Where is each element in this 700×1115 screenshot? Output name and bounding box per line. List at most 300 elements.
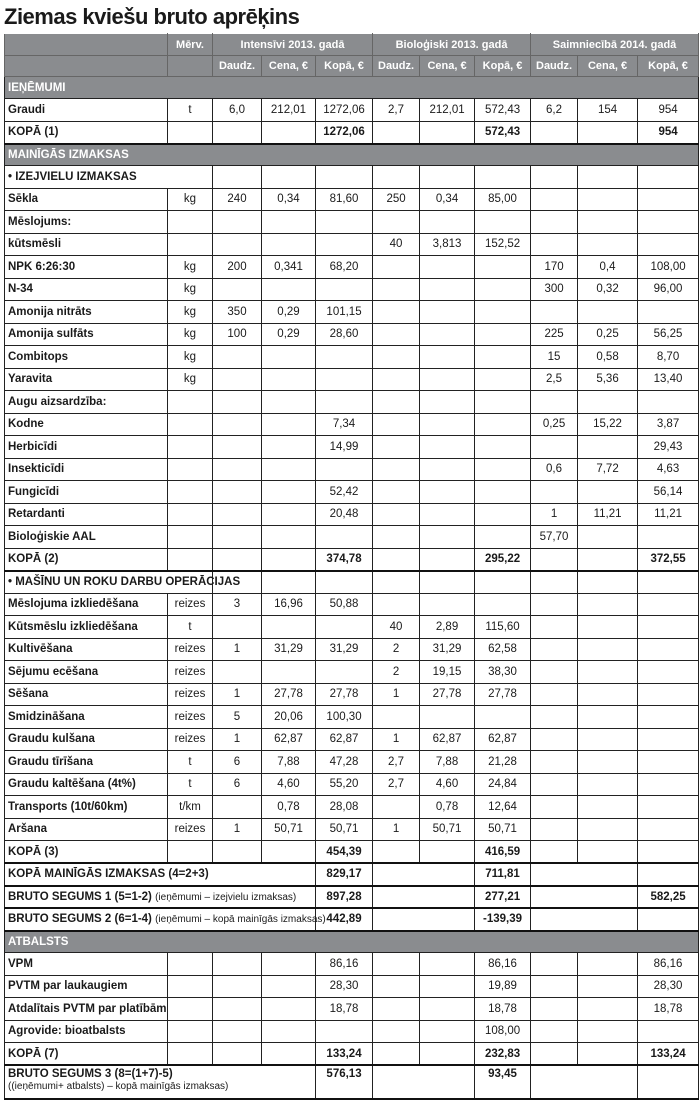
summary-label-text: BRUTO SEGUMS 3 (8=(1+7)-5) (8, 1068, 173, 1080)
value-cell (213, 436, 262, 459)
organic-total-value: 93,45 (475, 1065, 531, 1099)
value-cell (316, 346, 373, 369)
value-cell: 7,88 (262, 751, 316, 774)
row-label: KOPĀ (1) (5, 121, 168, 144)
value-cell: 1272,06 (316, 99, 373, 122)
value-cell (262, 1043, 316, 1066)
value-cell: 20,48 (316, 503, 373, 526)
value-cell (262, 436, 316, 459)
value-cell (531, 1043, 578, 1066)
subsection-title: • MAŠĪNU UN ROKU DARBU OPERĀCIJAS (5, 571, 213, 594)
value-cell: 62,58 (475, 638, 531, 661)
value-cell (475, 503, 531, 526)
value-cell (475, 368, 531, 391)
empty-cell (475, 166, 531, 189)
table-row (5, 368, 699, 391)
value-cell (420, 841, 475, 864)
row-label: Graudu kaltēšana (4t%) (5, 773, 168, 796)
value-cell (638, 301, 699, 324)
value-cell (262, 548, 316, 571)
row-unit (168, 975, 213, 998)
value-cell (531, 391, 578, 414)
value-cell (420, 323, 475, 346)
value-cell (475, 413, 531, 436)
value-cell (213, 368, 262, 391)
empty-cell (531, 863, 638, 886)
header-sub-total: Kopā, € (316, 56, 373, 77)
row-unit: reizes (168, 593, 213, 616)
table-row (5, 683, 699, 706)
value-cell (638, 841, 699, 864)
value-cell: 0,78 (262, 796, 316, 819)
value-cell (213, 278, 262, 301)
empty-cell (373, 1065, 475, 1099)
value-cell (638, 796, 699, 819)
table-row (5, 99, 699, 122)
row-label: Augu aizsardzība: (5, 391, 168, 414)
value-cell: 154 (578, 99, 638, 122)
empty-cell (531, 571, 578, 594)
value-cell (578, 841, 638, 864)
empty-cell (316, 571, 373, 594)
row-unit (168, 953, 213, 976)
value-cell (262, 458, 316, 481)
value-cell: 0,34 (262, 188, 316, 211)
row-unit: reizes (168, 728, 213, 751)
table-row (5, 616, 699, 639)
row-unit (168, 526, 213, 549)
value-cell (475, 593, 531, 616)
header-group-farm: Saimniecībā 2014. gadā (531, 34, 699, 56)
value-cell: 50,88 (316, 593, 373, 616)
value-cell (531, 953, 578, 976)
row-label: PVTM par laukaugiem (5, 975, 168, 998)
value-cell: 1 (213, 638, 262, 661)
value-cell (316, 211, 373, 234)
row-unit (168, 413, 213, 436)
value-cell (638, 683, 699, 706)
row-unit (168, 503, 213, 526)
value-cell: 6 (213, 773, 262, 796)
value-cell (213, 616, 262, 639)
value-cell (578, 953, 638, 976)
value-cell: 0,58 (578, 346, 638, 369)
value-cell (638, 391, 699, 414)
farm-total-value (638, 863, 699, 886)
value-cell (578, 436, 638, 459)
value-cell (531, 301, 578, 324)
value-cell: 1 (373, 728, 420, 751)
row-unit (168, 436, 213, 459)
row-label: Kultivēšana (5, 638, 168, 661)
section-title: ATBALSTS (5, 931, 699, 953)
value-cell (373, 391, 420, 414)
value-cell (262, 346, 316, 369)
value-cell (316, 368, 373, 391)
empty-cell (373, 863, 475, 886)
value-cell: 2,7 (373, 751, 420, 774)
value-cell (531, 975, 578, 998)
value-cell (373, 796, 420, 819)
value-cell: 57,70 (531, 526, 578, 549)
value-cell: 86,16 (638, 953, 699, 976)
intensive-total-value: 897,28 (316, 886, 373, 909)
value-cell: 5 (213, 706, 262, 729)
summary-label (5, 908, 326, 931)
farm-total-value: 582,25 (638, 886, 699, 909)
empty-cell (373, 886, 475, 909)
row-unit: t (168, 751, 213, 774)
table-row (5, 773, 699, 796)
value-cell (420, 1043, 475, 1066)
row-label: Graudu kulšana (5, 728, 168, 751)
value-cell: 50,71 (262, 818, 316, 841)
value-cell (638, 188, 699, 211)
value-cell: 50,71 (420, 818, 475, 841)
value-cell: 454,39 (316, 841, 373, 864)
value-cell (262, 121, 316, 144)
value-cell (531, 616, 578, 639)
value-cell (420, 436, 475, 459)
value-cell (638, 616, 699, 639)
value-cell (578, 998, 638, 1021)
table-row (5, 593, 699, 616)
value-cell (578, 188, 638, 211)
row-unit: kg (168, 256, 213, 279)
row-label: Retardanti (5, 503, 168, 526)
total-row (5, 121, 699, 144)
value-cell: 81,60 (316, 188, 373, 211)
row-unit: t (168, 773, 213, 796)
value-cell (373, 593, 420, 616)
table-row (5, 661, 699, 684)
value-cell (531, 481, 578, 504)
value-cell (638, 706, 699, 729)
summary-row (5, 908, 699, 931)
value-cell: 29,43 (638, 436, 699, 459)
summary-note: (ieņēmumi – kopā mainīgās izmaksas) (155, 914, 326, 926)
table-row (5, 1020, 699, 1043)
value-cell (638, 526, 699, 549)
value-cell: 31,29 (420, 638, 475, 661)
table-row (5, 481, 699, 504)
value-cell (420, 526, 475, 549)
value-cell: 0,29 (262, 323, 316, 346)
value-cell: 15 (531, 346, 578, 369)
value-cell: 19,15 (420, 661, 475, 684)
value-cell (578, 593, 638, 616)
intensive-total-value: 442,89 (316, 908, 373, 931)
row-label: N-34 (5, 278, 168, 301)
value-cell: 11,21 (638, 503, 699, 526)
table-row (5, 818, 699, 841)
value-cell (638, 773, 699, 796)
value-cell (578, 391, 638, 414)
summary-label-text: BRUTO SEGUMS 1 (5=1-2) (8, 890, 152, 903)
row-unit: kg (168, 278, 213, 301)
value-cell (213, 458, 262, 481)
value-cell (262, 391, 316, 414)
value-cell (475, 346, 531, 369)
value-cell (578, 773, 638, 796)
intensive-total-value: 576,13 (316, 1065, 373, 1099)
value-cell: 212,01 (420, 99, 475, 122)
row-label: Yaravita (5, 368, 168, 391)
value-cell: 133,24 (638, 1043, 699, 1066)
value-cell: 50,71 (475, 818, 531, 841)
header-sub-total: Kopā, € (638, 56, 699, 77)
empty-cell (578, 571, 638, 594)
value-cell: 62,87 (262, 728, 316, 751)
value-cell (373, 953, 420, 976)
value-cell: 21,28 (475, 751, 531, 774)
value-cell (638, 1020, 699, 1043)
value-cell (213, 503, 262, 526)
empty-cell (213, 166, 262, 189)
section-title: MAINĪGĀS IZMAKSAS (5, 144, 699, 166)
value-cell (578, 661, 638, 684)
row-unit: kg (168, 346, 213, 369)
value-cell: 0,4 (578, 256, 638, 279)
value-cell: 14,99 (316, 436, 373, 459)
value-cell (316, 391, 373, 414)
value-cell (475, 256, 531, 279)
value-cell: 50,71 (316, 818, 373, 841)
value-cell: 115,60 (475, 616, 531, 639)
value-cell: 8,70 (638, 346, 699, 369)
value-cell: 2 (373, 638, 420, 661)
value-cell: 18,78 (638, 998, 699, 1021)
value-cell: 27,78 (420, 683, 475, 706)
value-cell (531, 1020, 578, 1043)
row-unit: t/km (168, 796, 213, 819)
value-cell (578, 481, 638, 504)
row-label: Kodne (5, 413, 168, 436)
value-cell: 28,30 (638, 975, 699, 998)
value-cell (262, 503, 316, 526)
value-cell (531, 121, 578, 144)
row-label: Fungicīdi (5, 481, 168, 504)
value-cell (420, 998, 475, 1021)
value-cell: 100,30 (316, 706, 373, 729)
value-cell (638, 211, 699, 234)
table-row (5, 503, 699, 526)
value-cell (420, 548, 475, 571)
row-label: Smidzināšana (5, 706, 168, 729)
value-cell (638, 593, 699, 616)
value-cell (373, 503, 420, 526)
value-cell: 212,01 (262, 99, 316, 122)
value-cell (213, 526, 262, 549)
value-cell: 62,87 (316, 728, 373, 751)
value-cell (531, 841, 578, 864)
header-blank (5, 34, 168, 56)
value-cell: 954 (638, 99, 699, 122)
value-cell: 3,813 (420, 233, 475, 256)
row-unit (168, 121, 213, 144)
row-unit (168, 481, 213, 504)
value-cell (475, 301, 531, 324)
value-cell (213, 548, 262, 571)
value-cell: 2,7 (373, 99, 420, 122)
empty-cell (531, 166, 578, 189)
value-cell: 6 (213, 751, 262, 774)
subsection-row (5, 571, 699, 594)
value-cell (262, 616, 316, 639)
value-cell: 68,20 (316, 256, 373, 279)
value-cell (578, 211, 638, 234)
value-cell (373, 323, 420, 346)
value-cell: 1272,06 (316, 121, 373, 144)
value-cell: 85,00 (475, 188, 531, 211)
value-cell (578, 616, 638, 639)
value-cell: 19,89 (475, 975, 531, 998)
value-cell (262, 1020, 316, 1043)
table-row (5, 458, 699, 481)
value-cell (638, 728, 699, 751)
table-row (5, 953, 699, 976)
value-cell (578, 728, 638, 751)
header-sub-price: Cena, € (420, 56, 475, 77)
value-cell (578, 233, 638, 256)
empty-cell (578, 166, 638, 189)
empty-cell (373, 571, 420, 594)
value-cell (531, 548, 578, 571)
value-cell (638, 751, 699, 774)
value-cell (531, 796, 578, 819)
value-cell: 27,78 (262, 683, 316, 706)
row-unit (168, 548, 213, 571)
value-cell (373, 1020, 420, 1043)
value-cell: 4,60 (420, 773, 475, 796)
table-row (5, 728, 699, 751)
row-unit (168, 233, 213, 256)
value-cell: 232,83 (475, 1043, 531, 1066)
row-label: Sējumu ecēšana (5, 661, 168, 684)
value-cell (531, 998, 578, 1021)
table-row (5, 436, 699, 459)
value-cell (213, 211, 262, 234)
value-cell: 170 (531, 256, 578, 279)
row-unit: kg (168, 301, 213, 324)
empty-cell (531, 886, 638, 909)
value-cell (213, 975, 262, 998)
value-cell: 133,24 (316, 1043, 373, 1066)
value-cell (420, 953, 475, 976)
row-label: Agrovide: bioatbalsts (5, 1020, 168, 1043)
value-cell (531, 706, 578, 729)
value-cell: 11,21 (578, 503, 638, 526)
value-cell (373, 998, 420, 1021)
value-cell: 3 (213, 593, 262, 616)
total-row (5, 548, 699, 571)
value-cell: 13,40 (638, 368, 699, 391)
value-cell (262, 481, 316, 504)
row-unit: reizes (168, 818, 213, 841)
table-row (5, 301, 699, 324)
value-cell: 5,36 (578, 368, 638, 391)
value-cell: 16,96 (262, 593, 316, 616)
value-cell: 52,42 (316, 481, 373, 504)
value-cell: 7,72 (578, 458, 638, 481)
value-cell (262, 413, 316, 436)
value-cell: 4,60 (262, 773, 316, 796)
subsection-row (5, 166, 699, 189)
row-unit: kg (168, 368, 213, 391)
value-cell (316, 526, 373, 549)
value-cell: 2,89 (420, 616, 475, 639)
value-cell: 0,25 (531, 413, 578, 436)
value-cell (420, 706, 475, 729)
value-cell: 100 (213, 323, 262, 346)
table-row (5, 638, 699, 661)
value-cell: 28,60 (316, 323, 373, 346)
empty-cell (638, 571, 699, 594)
value-cell (578, 1043, 638, 1066)
value-cell (475, 526, 531, 549)
row-unit: reizes (168, 683, 213, 706)
table-row (5, 526, 699, 549)
row-label: Amonija sulfāts (5, 323, 168, 346)
value-cell: 1 (373, 683, 420, 706)
value-cell (475, 481, 531, 504)
value-cell (578, 683, 638, 706)
row-label: Bioloģiskie AAL (5, 526, 168, 549)
value-cell: 47,28 (316, 751, 373, 774)
section-header (5, 144, 699, 166)
value-cell (420, 391, 475, 414)
value-cell (213, 481, 262, 504)
value-cell (638, 233, 699, 256)
value-cell: 0,78 (420, 796, 475, 819)
table-row (5, 188, 699, 211)
value-cell (420, 346, 475, 369)
value-cell (213, 413, 262, 436)
value-cell (531, 751, 578, 774)
value-cell (420, 481, 475, 504)
value-cell: 56,14 (638, 481, 699, 504)
empty-cell (262, 571, 316, 594)
value-cell: 7,34 (316, 413, 373, 436)
empty-cell (316, 166, 373, 189)
value-cell: 4,63 (638, 458, 699, 481)
value-cell: 954 (638, 121, 699, 144)
value-cell (213, 233, 262, 256)
value-cell (475, 706, 531, 729)
farm-total-value (638, 1065, 699, 1099)
row-label: Graudu tīrīšana (5, 751, 168, 774)
value-cell: 86,16 (316, 953, 373, 976)
section-title: IEŅĒMUMI (5, 77, 699, 99)
summary-label (5, 886, 316, 909)
value-cell: 31,29 (262, 638, 316, 661)
empty-cell (531, 1065, 638, 1099)
value-cell (578, 818, 638, 841)
value-cell (262, 526, 316, 549)
value-cell: 1 (213, 728, 262, 751)
empty-cell (420, 166, 475, 189)
value-cell: 20,06 (262, 706, 316, 729)
table-row (5, 233, 699, 256)
value-cell (316, 233, 373, 256)
row-label: Mēslojums: (5, 211, 168, 234)
row-label: Transports (10t/60km) (5, 796, 168, 819)
value-cell: 1 (373, 818, 420, 841)
row-label: Aršana (5, 818, 168, 841)
value-cell (373, 278, 420, 301)
subsection-title: • IZEJVIELU IZMAKSAS (5, 166, 213, 189)
row-label: KOPĀ (7) (5, 1043, 168, 1066)
